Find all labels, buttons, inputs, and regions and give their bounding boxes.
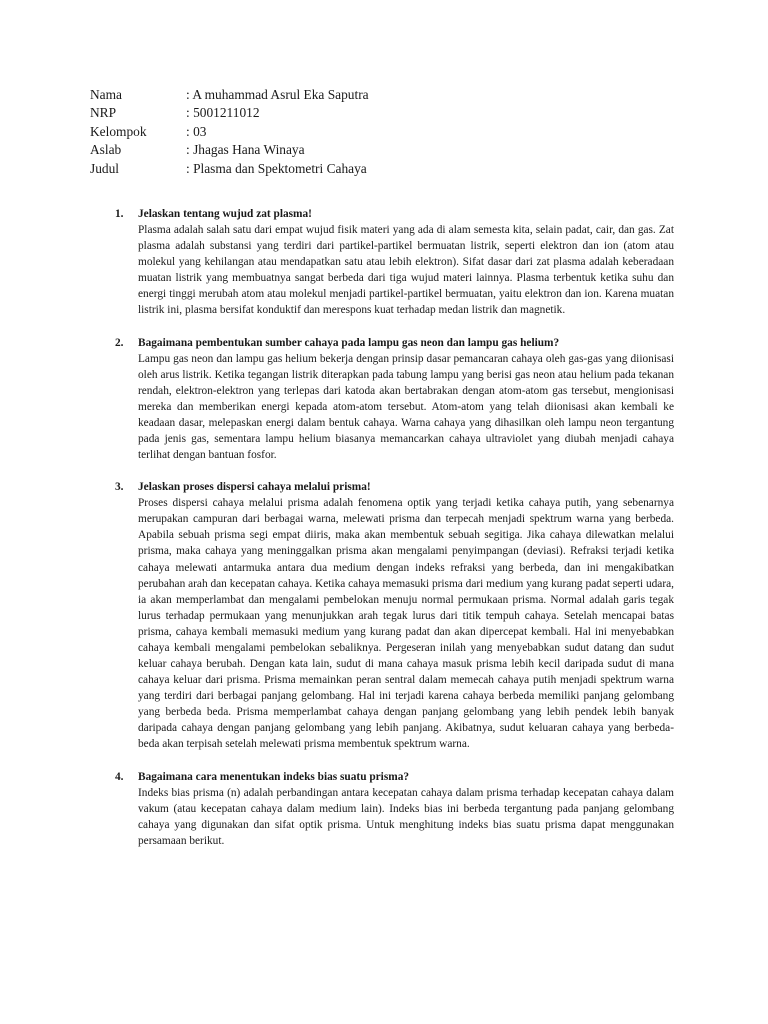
question-answer: Lampu gas neon dan lampu gas helium bekerja dengan prinsip dasar pemancaran cahaya oleh gas-gas yang diionisasi oleh arus listrik. Ketika tegangan listrik diterapkan pada tabung lampu yang berisi gas neon atau helium pada tekanan rendah, elektron-elektron yang terlepas dari katoda akan bertabrakan dengan atom-atom gas tersebut, mengionisasi mereka dan memberikan energi kepada atom-atom tersebut. Atom-atom yang telah diionisasi akan kembali ke keadaan dasar, melepaskan energi dalam bentuk cahaya. Warna cahaya yang dihasilkan oleh lampu neon tergantung pada jenis gas, sementara lampu helium biasanya memancarkan cahaya ultraviolet yang diubah menjadi cahaya terlihat dengan bantuan fosfor. bbox=[138, 352, 674, 462]
question-title: Jelaskan tentang wujud zat plasma! bbox=[138, 208, 312, 220]
info-label: Kelompok bbox=[90, 123, 147, 139]
info-row-nama bbox=[90, 86, 369, 104]
student-info-table bbox=[90, 86, 369, 178]
question-answer: Proses dispersi cahaya melalui prisma adalah fenomena optik yang terjadi ketika cahaya putih, yang sebenarnya merupakan campuran dari berbagai warna, melewati prisma dan terpecah menjadi spektrum warna yang berbeda. Apabila sebuah prisma segi empat diiris, maka akan membentuk sebuah segitiga. Jika cahaya dilewatkan melalui prisma, maka cahaya yang meninggalkan prisma akan mengalami penyimpangan (deviasi). Refraksi terjadi ketika cahaya melewati antarmuka antara dua medium dengan indeks refraksi yang berbeda, dan ini mengakibatkan perubahan arah dan kecepatan cahaya. Ketika cahaya memasuki prisma dari medium yang kurang padat seperti udara, ia akan memperlambat dan mengalami pembelokan menuju normal permukaan prisma. Normal adalah garis tegak lurus terhadap permukaan yang menunjukkan arah tegak lurus dari titik tempuh cahaya. Setelah mencapai batas prisma, cahaya kembali memasuki medium yang kurang padat dan akan dipercepat kembali. Hal ini menyebabkan cahaya kembali mengalami pembelokan sebaliknya. Pergeseran inilah yang menyebabkan sudut datang dan sudut keluar cahaya berubah. Dengan kata lain, sudut di mana cahaya masuk prisma lebih kecil daripada sudut di mana cahaya keluar dari prisma. Prisma memainkan peran sentral dalam memecah cahaya putih menjadi spektrum warna yang terdiri dari berbagai panjang gelombang. Hal ini terjadi karena cahaya berbeda memiliki panjang gelombang yang berbeda beda. Prisma memperlambat cahaya dengan panjang gelombang yang lebih pendek lebih banyak daripada cahaya dengan panjang gelombang yang lebih panjang. Akibatnya, sudut keluaran cahaya yang berbeda-beda akan terpisah setelah melewati prisma membentuk spektrum warna. bbox=[138, 497, 674, 751]
question-title: Bagaimana pembentukan sumber cahaya pada lampu gas neon dan lampu gas helium? bbox=[138, 336, 560, 349]
question-number: 4. bbox=[115, 770, 124, 783]
question-number: 3. bbox=[115, 481, 124, 494]
question-item bbox=[115, 479, 674, 752]
question-number: 1. bbox=[115, 208, 124, 220]
question-title: Bagaimana cara menentukan indeks bias suatu prisma? bbox=[138, 770, 410, 783]
question-answer: Plasma adalah salah satu dari empat wujud fisik materi yang ada di alam semesta kita, selain padat, cair, dan gas. Zat plasma adalah substansi yang terdiri dari partikel-partikel bermuatan listrik, seperti elektron dan ion (atom atau molekul yang kehilangan atau mendapatkan satu atau lebih elektron). Sifat dasar dari zat plasma adalah keberadaan muatan listrik yang membuatnya sangat berbeda dari tiga wujud materi lainnya. Plasma terbentuk ketika suhu dan energi tinggi merubah atom atau molekul menjadi partikel-partikel bermuatan, yaitu elektron dan ion. Karena muatan listrik ini, plasma bersifat konduktif dan merespons kuat terhadap medan listrik dan magnetik. bbox=[138, 224, 674, 317]
info-label: Aslab bbox=[90, 142, 122, 158]
question-number: 2. bbox=[115, 336, 124, 349]
info-row-nrp bbox=[90, 104, 369, 122]
question-answer: Indeks bias prisma (n) adalah perbandingan antara kecepatan cahaya dalam prisma terhadap kecepatan cahaya dalam vakum (atau kecepatan cahaya dalam medium lain). Indeks bias ini berbeda tergantung pada panjang gelombang cahaya yang digunakan dan sifat optik prisma. Untuk menghitung indeks bias suatu prisma dapat menggunakan persamaan berikut. bbox=[138, 786, 674, 847]
info-value: : A muhammad Asrul Eka Saputra bbox=[186, 87, 369, 102]
question-item bbox=[115, 769, 674, 849]
info-value: : Plasma dan Spektometri Cahaya bbox=[186, 160, 367, 176]
info-value: : 03 bbox=[186, 123, 207, 139]
info-label: Nama bbox=[90, 87, 122, 102]
info-row-kelompok bbox=[90, 123, 369, 141]
question-title: Jelaskan proses dispersi cahaya melalui prisma! bbox=[138, 481, 371, 494]
info-row-judul bbox=[90, 160, 369, 178]
info-label: NRP bbox=[90, 105, 117, 121]
question-item bbox=[115, 335, 674, 464]
question-item bbox=[115, 206, 674, 319]
info-value: : Jhagas Hana Winaya bbox=[186, 142, 305, 158]
info-label: Judul bbox=[90, 160, 120, 176]
info-value: : 5001211012 bbox=[186, 105, 260, 121]
question-list bbox=[115, 206, 674, 849]
info-row-aslab bbox=[90, 141, 369, 159]
